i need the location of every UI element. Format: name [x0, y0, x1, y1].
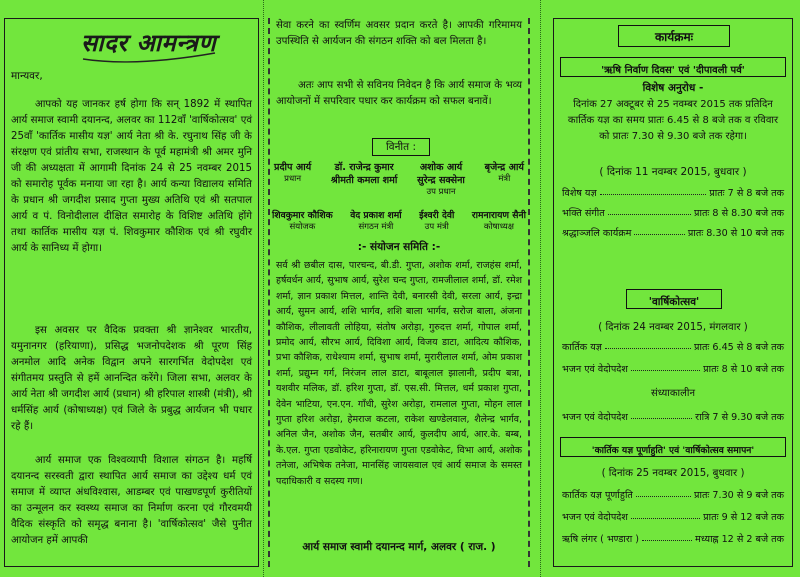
officer-name: श्रीमती कमला शर्मा — [330, 175, 398, 186]
officer-block — [419, 208, 454, 238]
officer-role: संयोजक — [289, 222, 316, 232]
section-2-title: 'वार्षिकोत्सव' — [648, 296, 700, 308]
officer-name: प्रदीप आर्य — [274, 162, 312, 173]
schedule-row — [562, 485, 784, 501]
date-3: ( दिनांक 25 नवम्बर 2015, बुधवार ) — [601, 468, 745, 479]
officer-name: शिवकुमार कौशिक — [272, 210, 333, 221]
middle-para-1: सेवा करने का स्वर्णिम अवसर प्रदान करते है। आपकी गरिमामय उपस्थिति से आर्यजन की संगठन शक्ति को बल मिलता है। — [276, 20, 522, 47]
officer-name: बृजेन्द्र आर्य — [484, 162, 524, 173]
section-3-title-box — [560, 437, 786, 457]
schedule-row — [562, 359, 784, 375]
schedule-row — [562, 507, 784, 523]
schedule-row — [562, 183, 784, 199]
section-2-title-box — [626, 289, 722, 309]
section-1-title: 'ऋषि निर्वाण दिवस' एवं 'दीपावली पर्व' — [601, 65, 745, 76]
schedule-item: कार्तिक यज्ञ — [562, 342, 602, 353]
schedule-row — [562, 223, 784, 239]
right-panel — [553, 18, 793, 567]
schedule-time: प्रातः 7.30 से 9 बजे तक — [694, 490, 784, 501]
officer-block — [272, 208, 333, 238]
officer-name: सुरेन्द्र सक्सेना — [417, 175, 465, 186]
officer-block — [274, 160, 311, 196]
program-title-box — [618, 25, 730, 47]
special-request-text: दिनांक 27 अक्टूबर से 25 नवम्बर 2015 तक प्रतिदिन कार्तिक यज्ञ का समय प्रातः 6.45 से 8 बजे तक व रविवार को प्रातः 7.30 से 9.30 बजे तक रहेगा। — [567, 99, 779, 142]
heading-text: सादर आमन्त्रण — [81, 28, 217, 57]
fold-line — [540, 0, 541, 577]
officer-name: ईश्वरी देवी — [419, 210, 455, 221]
schedule-row — [562, 203, 784, 219]
salutation: मान्यवर, — [11, 70, 43, 82]
schedule-time: प्रातः 8.30 से 10 बजे तक — [687, 228, 784, 239]
evening-label: संध्याकालीन — [650, 388, 696, 399]
left-para-3: आर्य समाज एक विश्वव्यापी विशाल संगठन है। महर्षि दयानन्द सरस्वती द्वारा स्थापित आर्य समाज का उद्देश्य धर्म एवं समाज में व्याप्त अंधविश्वास, आडम्बर एवं पाखण्डपूर्ण कुरीतियों का उन्मूलन कर स्वस्थ्य समाज का निर्माण करना एवं गौरवमयी वैदिक संस्कृति को समृद्ध बनाना है। 'वार्षिकोत्सव' जैसे पुनीत आयोजन हमें आपकी — [11, 455, 252, 546]
schedule-time: प्रातः 8 से 8.30 बजे तक — [694, 208, 784, 219]
schedule-time: रात्रि 7 से 9.30 बजे तक — [695, 412, 784, 423]
middle-panel — [268, 18, 530, 567]
officers-row-1 — [274, 160, 524, 196]
officer-role: मंत्री — [498, 174, 511, 184]
invitation-heading — [75, 23, 225, 65]
middle-para-2: अतः आप सभी से सविनय निवेदन है कि आर्य समाज के भव्य आयोजनों में सपरिवार पधार कर कार्यक्रम को सफल बनावें। — [276, 80, 522, 107]
officer-block — [331, 160, 398, 196]
special-request-title: विशेष अनुरोध - — [642, 82, 704, 94]
schedule-time: मध्याह्न 12 से 2 बजे तक — [695, 534, 784, 545]
officer-block — [485, 160, 524, 196]
schedule-time: प्रातः 6.45 से 8 बजे तक — [694, 342, 784, 353]
left-para-1: आपको यह जानकर हर्ष होगा कि सन् 1892 में स्थापित आर्य समाज स्वामी दयानन्द, अलवर का 112वाँ 'वार्षिकोत्सव' एवं 25वाँ 'कार्तिक मासीय यज्ञ' आर्य नेता श्री के. रघुनाथ सिंह जी के संरक्षण एवं प्रांतीय सभा, राजस्थान के पूर्व महामंत्री श्री अमर मुनि जी की अध्यक्षता में आगामी दिनांक 24 से 25 नवम्बर 2015 को समारोह पूर्वक मनाया जा रहा है। आर्य कन्या विद्यालय समिति के प्रधान श्री जगदीश प्रसाद गुप्ता मुख्य अतिथि एवं श्री सतपाल आर्य व पं. विनोदीलाल दीक्षित समारोह के विशिष्ट अतिथि होंगे तथा कार्तिक मासीय यज्ञ पं. शिवकुमार कौशिक एवं श्री रघुवीर आर्य के सानिध्य में होगा। — [11, 99, 252, 254]
schedule-item: भजन एवं वेदोपदेश — [562, 412, 628, 423]
schedule-row — [562, 337, 784, 353]
officer-role: संगठन मंत्री — [358, 222, 394, 232]
schedule-item: विशेष यज्ञ — [562, 188, 597, 199]
schedule-row — [562, 407, 784, 423]
schedule-item: कार्तिक यज्ञ पूर्णाहुति — [562, 490, 633, 501]
program-title: कार्यक्रमः — [654, 30, 694, 44]
committee-list: सर्व श्री छबील दास, पारचन्द, बी.डी. गुप्ता, अशोक शर्मा, राजहंस शर्मा, हर्षवर्धन आर्य, सुभाष आर्य, सुरेश चन्द गुप्ता, रामजीलाल शर्मा, डॉ. रमेश शर्मा, ज्ञान प्रकाश मित्तल, शान्ति देवी, बनारसी देवी, सरला आर्य, इन्द्रा आर्य, सुमन आर्य, शशि भार्गव, शशि बाला भार्गव, सरोज बाला, अंजना कौशिक, लीलावती लोहिया, संतोष अरोड़ा, गुरुदत्त शर्मा, गोपाल शर्मा, प्रमोद आर्य, सौरभ आर्य, दिविशा आर्य, विजय डाटा, आदित्य कौशिक, प्रभा कौशिक, राधेश्याम शर्मा, सुभाष शर्मा, मुरारीलाल शर्मा, ओम प्रकाश शर्मा, प्रद्युम्न गर्ग, निरंजन लाल डाटा, बाबूलाल झालानी, प्रदीप बत्रा, यशवीर मलिक, डॉ. हरिश गुप्ता, डॉ. एस.सी. मित्तल, धर्म प्रकाश गुप्ता, देवेन भाटिया, एन.एन. गाँधी, सुरेश अरोड़ा, रामलाल गुप्ता, मोहन लाल गुप्ता हरिश अरोड़ा, हेमराज कटला, राकेश खण्डेलवाल, शैलेन्द्र भार्गव, अनिल जैन, अशोक जैन, सतबीर आर्य, कुलदीप आर्य, आर.के. बम्ब, के.एल. गुप्ता एडवोकेट, हरिनारायण गुप्ता एडवोकेट, विभा आर्य, अशोक तनेजा, अभिषेक तनेजा, मानसिंह जायसवाल एवं आर्य समाज के समस्त पदाधिकारी व सदस्य गण। — [276, 260, 522, 487]
officer-role: उप प्रधान — [426, 187, 456, 197]
officer-block — [350, 208, 401, 238]
schedule-2b — [562, 407, 784, 423]
schedule-item: श्रद्धाञ्जलि कार्यक्रम — [562, 228, 632, 239]
officers-row-2 — [272, 208, 526, 238]
schedule-item: ऋषि लंगर ( भण्डारा ) — [562, 534, 640, 545]
officer-role: कोषाध्यक्ष — [483, 222, 514, 232]
section-1-title-box — [560, 57, 786, 77]
left-panel — [4, 18, 259, 567]
officer-name: वेद प्रकाश शर्मा — [350, 210, 402, 221]
schedule-item: भजन एवं वेदोपदेश — [562, 364, 628, 375]
officer-role: उप मंत्री — [424, 222, 449, 232]
officer-role: प्रधान — [284, 174, 302, 184]
committee-title: :- संयोजन समिति :- — [357, 241, 441, 253]
date-2: ( दिनांक 24 नवम्बर 2015, मंगलवार ) — [598, 322, 748, 333]
fold-line — [263, 0, 264, 577]
date-1: ( दिनांक 11 नवम्बर 2015, बुधवार ) — [599, 166, 747, 178]
schedule-item: भक्ति संगीत — [562, 208, 605, 219]
officer-block — [472, 208, 526, 238]
vinit-label — [372, 138, 430, 156]
schedule-1 — [562, 183, 784, 239]
schedule-3 — [562, 485, 784, 545]
officer-name: रामनारायण सैनी — [471, 210, 526, 221]
schedule-item: भजन एवं वेदोपदेश — [562, 512, 628, 523]
officer-block — [417, 160, 465, 196]
schedule-time: प्रातः 7 से 8 बजे तक — [709, 188, 784, 199]
schedule-2 — [562, 337, 784, 375]
schedule-row — [562, 529, 784, 545]
schedule-time: प्रातः 9 से 12 बजे तक — [703, 512, 784, 523]
schedule-time: प्रातः 8 से 10 बजे तक — [703, 364, 784, 375]
section-3-title: 'कार्तिक यज्ञ पूर्णाहुति' एवं 'वार्षिकोत्सव समापन' — [591, 445, 755, 456]
vinit-title: विनीत : — [386, 141, 416, 153]
officer-name: अशोक आर्य — [419, 162, 463, 173]
officer-name: डॉ. राजेन्द्र कुमार — [334, 162, 394, 173]
address-footer: आर्य समाज स्वामी दयानन्द मार्ग, अलवर ( राज. ) — [302, 541, 496, 553]
left-para-2: इस अवसर पर वैदिक प्रवक्ता श्री ज्ञानेश्वर भारतीय, यमुनानगर (हरियाणा), प्रसिद्ध भजनोपदेशक श्री पूरण सिंह अनमोल आदि अनेक विद्वान अपने सारगर्भित वेदोपदेश एवं संगीतमय प्रस्तुति से हमें आनन्दित करेंगे। जिला सभा, अलवर के आर्य नेता श्री जगदीश आर्य (प्रधान) श्री हरिपाल शास्त्री (मंत्री), श्री धर्मसिंह आर्य (कोषाध्यक्ष) एवं जिले के प्रबुद्ध आर्यजन भी पधार रहे हैं। — [11, 325, 252, 432]
